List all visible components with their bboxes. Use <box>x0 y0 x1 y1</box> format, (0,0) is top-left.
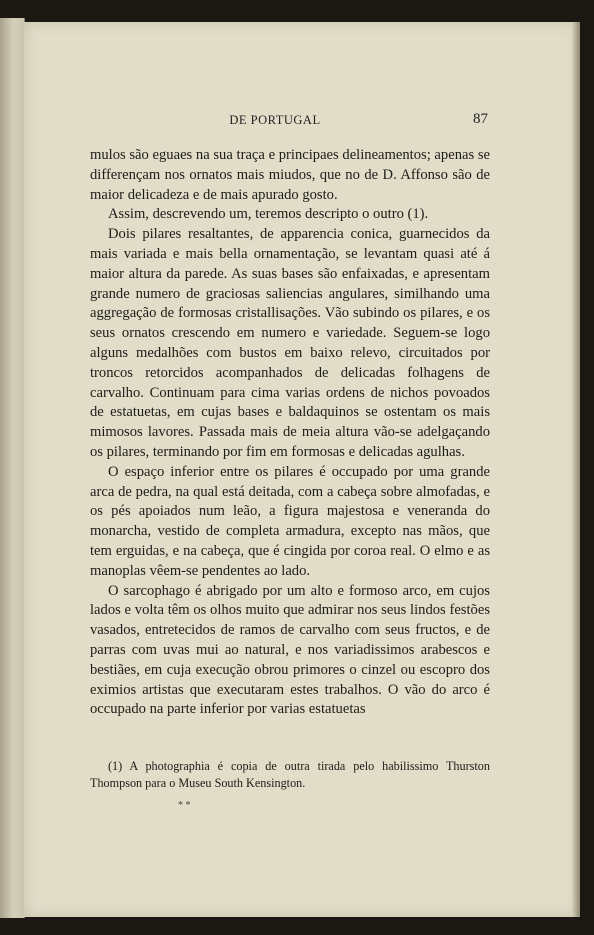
footnote <box>90 758 490 792</box>
paragraph-continuation: mulos são eguaes na sua traça e principaes delineamentos; apenas se differençam nos ornatos mais miudos, que no de D. Affonso são de maior delicadeza e de mais apurado gosto. <box>90 147 490 203</box>
paragraph: Assim, descrevendo um, teremos descripto o outro (1). <box>108 206 429 223</box>
page-number: 87 <box>473 111 488 127</box>
paragraph: Dois pilares resaltantes, de apparencia conica, guarnecidos da mais variada e mais bella ornamentação, se levantam quasi até á maior altura da parede. As suas bases são enfaixadas, e apresentam grande numero de graciosas saliencias angulares, similhando uma aggregação de formosas cristallisações. Vão subindo os pilares, e os seus ornatos crescendo em numero e variedade. Seguem-se logo alguns medalhões com bustos em baixo relevo, circuitados por troncos retorcidos acompanhados de delicadas folhagens de carvalho. Continuam para cima varias ordens de nichos povoados de estatuetas, em cujas bases e baldaquinos se ostentam os mais mimosos lavores. Passada mais de meia altura vão-se adelgaçando os pilares, terminando por fim em formosas e delicadas agulhas. <box>90 226 490 460</box>
signature-mark: * * <box>178 800 191 811</box>
paragraph: O espaço inferior entre os pilares é occupado por uma grande arca de pedra, na qual está deitada, com a cabeça sobre almofadas, e os pés apoiados num leão, a figura majestosa e veneranda do monarcha, vestido de completa armadura, excepto nas mãos, que tem erguidas, e na cabeça, que é cingida por coroa real. O elmo e as manoplas vêem-se pendentes ao lado. <box>90 463 490 579</box>
footnote-text: (1) A photographia é copia de outra tirada pelo habilissimo Thurston Thompson para o Museu South Kensington. <box>90 759 490 790</box>
paragraph: O sarcophago é abrigado por um alto e formoso arco, em cujos lados e volta têm os olhos muito que admirar nos seus lindos festões vasados, entretecidos de ramos de carvalho com seus fructos, e de parras com uvas mui ao natural, e nos variadissimos arabescos e bestiães, em cuja execução obrou primores o cinzel ou escopro dos eximios artistas que executaram estes trabalhos. O vão do arco é occupado na parte inferior por varias estatuetas <box>90 582 490 718</box>
facing-page-edge <box>0 18 25 918</box>
running-head: DE PORTUGAL <box>229 113 321 127</box>
body-text <box>90 146 490 720</box>
page-edge-right <box>572 22 580 917</box>
page-header <box>62 111 488 131</box>
